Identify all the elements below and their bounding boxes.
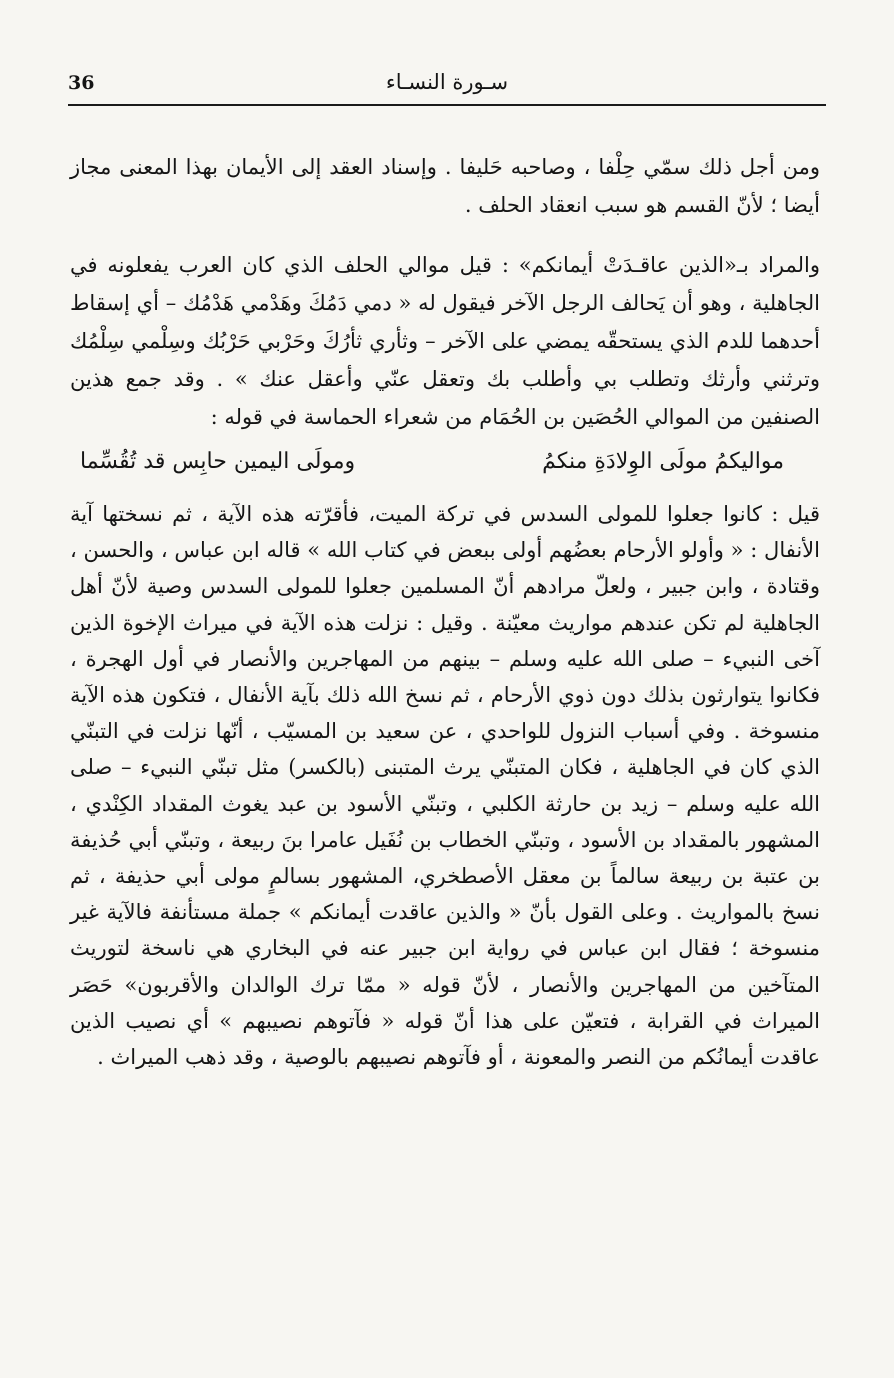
paragraph: قيل : كانوا جعلوا للمولى السدس في تركة الميت، فأقرّته هذه الآية ، ثم نسختها آية الأنفال : « وأولو الأرحام بعضُهم أولى ببعض في كتاب الله » قاله ابن عباس ، والحسن ، وقتادة ، وابن جبير ، ولعلّ مرادهم أنّ المسلمين جعلوا للمولى السدس وصية لأنّ أهل الجاهلية لم تكن عندهم مواريث معيّنة . وقيل : نزلت هذه الآية في ميراث الإخوة الذين آخى النبيء – صلى الله عليه وسلم – بينهم من المهاجرين والأنصار في أول الهجرة ، فكانوا يتوارثون بذلك دون ذوي الأرحام ، ثم نسخ الله ذلك بآية الأنفال ، فتكون هذه الآية منسوخة . وفي أسباب النزول للواحدي ، عن سعيد بن المسيّب ، أنّها نزلت في التبنّي الذي كان في الجاهلية ، فكان المتبنّي يرث المتبنى (بالكسر) مثل تبنّي النبيء – صلى الله عليه وسلم – زيد بن حارثة الكلبي ، وتبنّي الأسود بن عبد يغوث المقداد الكِنْدي ، المشهور بالمقداد بن الأسود ، وتبنّي الخطاب بن نُفَيل عامرا بنَ ربيعة ، وتبنّي أبي حُذيفة بن عتبة بن ربيعة سالماً بن معقل الأصطخري، المشهور بسالمٍ مولى أبي حذيفة ، ثم نسخ بالمواريث . وعلى القول بأنّ « والذين عاقدت أيمانكم » جملة مستأنفة فالآية غير منسوخة ؛ فقال ابن عباس في رواية ابن جبير عنه في البخاري هي ناسخة لتوريث المتآخين من المهاجرين والأنصار ، لأنّ قوله « ممّا ترك الوالدان والأقربون» حَصَر الميراث في القرابة ، فتعيّن على هذا أنّ قوله « فآتوهم نصيبهم » أي نصيب الذين عاقدت أيمانُكم من النصر والمعونة ، أو فآتوهم نصيبهم بالوصية ، وقد ذهب الميراث .	[70, 502, 820, 1070]
page-number: 36	[68, 72, 95, 94]
verse-hemistich-first: مواليكمُ مولَى الوِلادَةِ منكمُ	[542, 449, 784, 474]
surah-title: سـورة النسـاء	[385, 70, 509, 94]
header-rule	[68, 104, 826, 106]
page-header	[68, 66, 826, 106]
paragraph: والمراد بـ«الذين عاقـدَتْ أيمانكم» : قيل موالي الحلف الذي كان العرب يفعلونه في الجاهلية ، وهو أن يَحالف الرجل الآخر فيقول له « دمي دَمُكَ وهَدْمي هَدْمُك – أي إسقاط أحدهما للدم الذي يستحقّه يمضي على الآخر – وثأري ثأرُكَ وحَرْبي حَرْبُك وسِلْمي سِلْمُك وترثني وأرثك وتطلب بي وأطلب بك وتعقل عنّي وأعقل عنك » . وقد جمع هذين الصنفين من الموالي الحُصَين بن الحُمَام من شعراء الحماسة في قوله :	[70, 253, 820, 429]
page-body	[70, 148, 820, 1075]
poetry-verse	[70, 442, 820, 482]
paragraph: ومن أجل ذلك سمّي حِلْفا ، وصاحبه حَليفا . وإسناد العقد إلى الأيمان بهذا المعنى مجاز أيضا ؛ لأنّ القسم هو سبب انعقاد الحلف .	[70, 155, 820, 217]
verse-hemistich-second: ومولَى اليمين حابِس قد تُقُسِّما	[80, 449, 356, 474]
